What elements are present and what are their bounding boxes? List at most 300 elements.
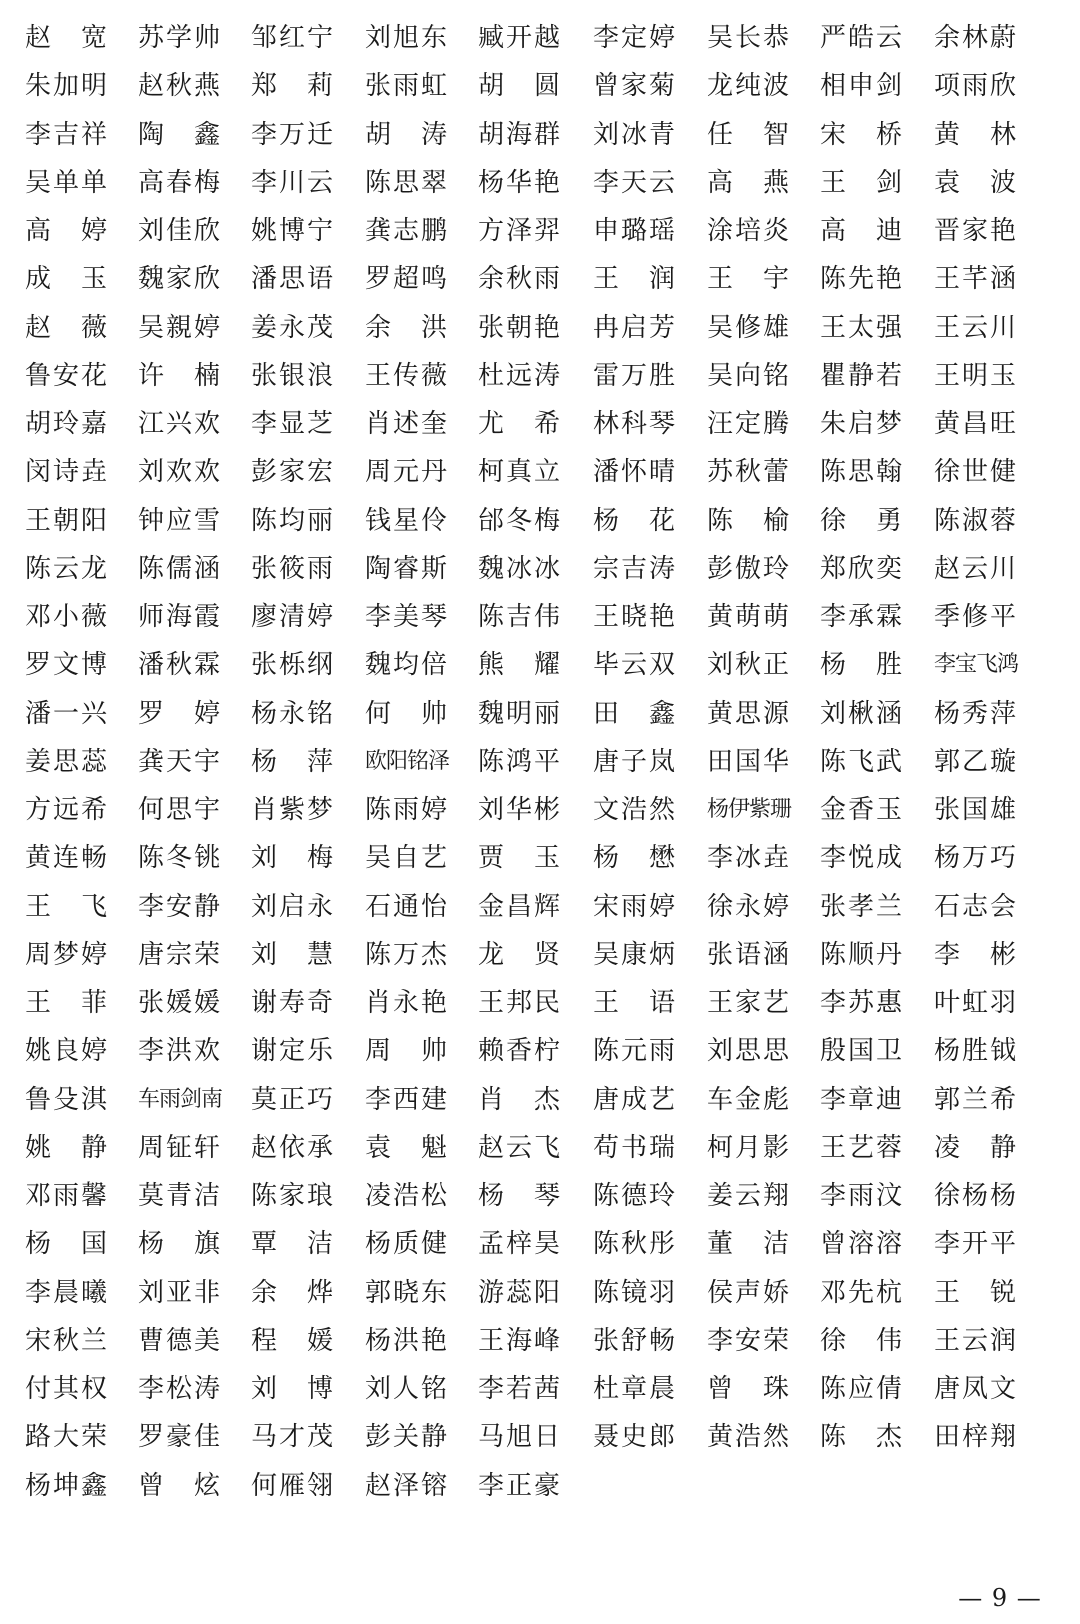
name-row: [0, 641, 1080, 689]
name-cell: 聂史郎: [593, 1422, 675, 1453]
name-cell: 李 彬: [934, 939, 1016, 970]
name-cell: 钟应雪: [138, 505, 220, 536]
name-cell: 陈家琅: [251, 1181, 333, 1211]
name-cell: 李安静: [138, 891, 220, 922]
name-cell: 车雨剑南: [138, 1086, 223, 1112]
name-cell: 龚志鹏: [365, 216, 447, 246]
name-cell: 赵依承: [251, 1132, 333, 1163]
name-row: [0, 1220, 1080, 1268]
name-cell: 江兴欢: [138, 409, 220, 439]
name-cell: 曾家菊: [593, 71, 675, 102]
name-cell: 李美琴: [365, 602, 447, 632]
name-row: [0, 1172, 1080, 1220]
name-cell: 莫正巧: [251, 1084, 333, 1115]
name-cell: 陈元雨: [593, 1036, 675, 1067]
name-cell: 欧阳铭泽: [365, 748, 450, 774]
name-cell: 王 剑: [820, 167, 902, 198]
name-cell: 杨伊紫珊: [707, 797, 792, 822]
name-row: [0, 352, 1080, 400]
name-cell: 廖清婷: [251, 602, 333, 632]
name-row: [0, 400, 1080, 448]
name-cell: 晋家艳: [934, 216, 1016, 246]
name-cell: 李承霖: [820, 602, 902, 632]
name-cell: 杨 旗: [138, 1229, 220, 1260]
name-cell: 王太强: [820, 312, 902, 343]
name-cell: 龙纯波: [707, 71, 789, 102]
name-row: [0, 1076, 1080, 1124]
name-cell: 刘欢欢: [138, 457, 220, 488]
name-cell: 叶虹羽: [934, 988, 1016, 1018]
name-cell: 覃 洁: [251, 1229, 333, 1260]
name-row: [0, 62, 1080, 110]
name-cell: 郭乙璇: [934, 746, 1016, 777]
name-cell: 杨永铭: [251, 698, 333, 729]
name-cell: 宋秋兰: [25, 1325, 107, 1356]
name-cell: 毕云双: [593, 650, 675, 681]
name-cell: 肖述奎: [365, 409, 447, 439]
name-cell: 邓先杭: [820, 1277, 902, 1308]
name-cell: 张孝兰: [820, 891, 902, 922]
name-cell: 李定婷: [593, 23, 675, 53]
name-cell: 彭关静: [365, 1422, 447, 1453]
name-cell: 李西建: [365, 1084, 447, 1115]
name-cell: 陈思翰: [820, 457, 902, 488]
name-cell: 苏秋蕾: [707, 457, 789, 488]
name-cell: 姚博宁: [251, 216, 333, 246]
name-cell: 姜永茂: [251, 312, 333, 343]
name-cell: 潘秋霖: [138, 650, 220, 681]
name-cell: 胡海群: [478, 119, 560, 150]
name-cell: 王 锐: [934, 1277, 1016, 1308]
name-cell: 陈思翠: [365, 167, 447, 198]
name-cell: 林科琴: [593, 409, 675, 439]
name-cell: 张舒畅: [593, 1325, 675, 1356]
name-cell: 周 帅: [365, 1036, 447, 1067]
name-cell: 杨秀萍: [934, 698, 1016, 729]
name-cell: 罗 婷: [138, 698, 220, 729]
name-cell: 宋 桥: [820, 119, 902, 150]
name-cell: 张银浪: [251, 360, 333, 391]
name-cell: 陈吉伟: [478, 602, 560, 632]
name-cell: 杨 懋: [593, 843, 675, 874]
name-cell: 苏学帅: [138, 23, 220, 53]
name-cell: 李天云: [593, 167, 675, 198]
name-cell: 陈均丽: [251, 505, 333, 536]
name-cell: 陈秋彤: [593, 1229, 675, 1260]
name-cell: 贾 玉: [478, 843, 560, 874]
name-cell: 李显芝: [251, 409, 333, 439]
name-cell: 张媛媛: [138, 988, 220, 1018]
name-cell: 李晨曦: [25, 1277, 107, 1308]
name-cell: 肖永艳: [365, 988, 447, 1018]
name-cell: 田 鑫: [593, 698, 675, 729]
name-cell: 董 洁: [707, 1229, 789, 1260]
name-cell: 鲁安花: [25, 360, 107, 391]
name-cell: 刘佳欣: [138, 216, 220, 246]
name-cell: 潘思语: [251, 264, 333, 295]
name-row: [0, 255, 1080, 303]
name-cell: 李川云: [251, 167, 333, 198]
name-cell: 王 语: [593, 988, 675, 1018]
name-cell: 赖香柠: [478, 1036, 560, 1067]
name-cell: 郑 莉: [251, 71, 333, 102]
name-row: [0, 1462, 1080, 1510]
name-cell: 苟书瑞: [593, 1132, 675, 1163]
name-cell: 何雁翎: [251, 1470, 333, 1501]
name-cell: 高春梅: [138, 167, 220, 198]
name-row: [0, 1365, 1080, 1413]
name-cell: 赵秋燕: [138, 71, 220, 102]
name-cell: 赵泽镕: [365, 1470, 447, 1501]
name-cell: 黄连畅: [25, 843, 107, 874]
name-row: [0, 159, 1080, 207]
name-cell: 宋雨婷: [593, 891, 675, 922]
name-cell: 侯声娇: [707, 1277, 789, 1308]
name-cell: 龙 贤: [478, 939, 560, 970]
name-cell: 陈 杰: [820, 1422, 902, 1453]
name-cell: 严皓云: [820, 23, 902, 53]
name-cell: 王海峰: [478, 1325, 560, 1356]
name-cell: 陈鸿平: [478, 746, 560, 777]
name-cell: 彭家宏: [251, 457, 333, 488]
name-cell: 游蕊阳: [478, 1277, 560, 1308]
name-cell: 李吉祥: [25, 119, 107, 150]
name-cell: 余林蔚: [934, 23, 1016, 53]
name-cell: 王 宇: [707, 264, 789, 295]
name-cell: 朱启梦: [820, 409, 902, 439]
name-cell: 陈应倩: [820, 1374, 902, 1404]
name-cell: 吴自艺: [365, 843, 447, 874]
name-cell: 曾溶溶: [820, 1229, 902, 1260]
name-cell: 潘怀晴: [593, 457, 675, 488]
name-cell: 李安荣: [707, 1325, 789, 1356]
name-cell: 陈雨婷: [365, 795, 447, 825]
name-cell: 宗吉涛: [593, 553, 675, 584]
name-cell: 邰冬梅: [478, 505, 560, 536]
name-cell: 杨 花: [593, 505, 675, 536]
name-cell: 陶睿斯: [365, 553, 447, 584]
name-row: [0, 1269, 1080, 1317]
name-cell: 文浩然: [593, 795, 675, 825]
name-cell: 金香玉: [820, 795, 902, 825]
name-cell: 杨 胜: [820, 650, 902, 681]
name-cell: 徐世健: [934, 457, 1016, 488]
name-cell: 雷万胜: [593, 360, 675, 391]
name-cell: 曾 炫: [138, 1470, 220, 1501]
name-cell: 王明玉: [934, 360, 1016, 391]
name-cell: 谢寿奇: [251, 988, 333, 1018]
name-cell: 魏均倍: [365, 650, 447, 681]
name-cell: 车金彪: [707, 1084, 789, 1115]
name-row: [0, 497, 1080, 545]
name-cell: 杨华艳: [478, 167, 560, 198]
name-cell: 杜远涛: [478, 360, 560, 391]
name-cell: 王芊涵: [934, 264, 1016, 295]
name-cell: 赵云川: [934, 553, 1016, 584]
name-cell: 李正豪: [478, 1470, 560, 1501]
name-cell: 季修平: [934, 602, 1016, 632]
name-cell: 吴修雄: [707, 312, 789, 343]
name-cell: 唐成艺: [593, 1084, 675, 1115]
name-cell: 朱加明: [25, 71, 107, 102]
name-row: [0, 1317, 1080, 1365]
name-cell: 黄思源: [707, 698, 789, 729]
name-cell: 肖 杰: [478, 1084, 560, 1115]
name-cell: 许 楠: [138, 360, 220, 391]
name-cell: 潘一兴: [25, 698, 107, 729]
name-cell: 郭兰希: [934, 1084, 1016, 1115]
name-row: [0, 593, 1080, 641]
name-cell: 王 菲: [25, 988, 107, 1018]
name-cell: 陈顺丹: [820, 939, 902, 970]
name-cell: 王 润: [593, 264, 675, 295]
name-cell: 吴康炳: [593, 939, 675, 970]
name-row: [0, 304, 1080, 352]
name-cell: 李章迪: [820, 1084, 902, 1115]
name-cell: 陈冬铫: [138, 843, 220, 874]
name-cell: 陈万杰: [365, 939, 447, 970]
name-cell: 付其权: [25, 1374, 107, 1404]
name-cell: 马旭日: [478, 1422, 560, 1453]
name-cell: 余秋雨: [478, 264, 560, 295]
name-cell: 魏明丽: [478, 698, 560, 729]
name-cell: 柯月影: [707, 1132, 789, 1163]
name-cell: 李洪欢: [138, 1036, 220, 1067]
name-cell: 刘人铭: [365, 1374, 447, 1404]
name-cell: 陈儒涵: [138, 553, 220, 584]
name-cell: 谢定乐: [251, 1036, 333, 1067]
name-cell: 杨质健: [365, 1229, 447, 1260]
name-cell: 方远希: [25, 795, 107, 825]
name-row: [0, 931, 1080, 979]
name-row: [0, 1413, 1080, 1461]
name-cell: 胡 圆: [478, 71, 560, 102]
name-row: [0, 834, 1080, 882]
name-cell: 赵 宽: [25, 23, 107, 53]
name-cell: 姜云翔: [707, 1181, 789, 1211]
name-cell: 李若茜: [478, 1374, 560, 1404]
name-cell: 刘楸涵: [820, 698, 902, 729]
name-cell: 徐永婷: [707, 891, 789, 922]
name-cell: 臧开越: [478, 23, 560, 53]
name-cell: 王传薇: [365, 360, 447, 391]
name-cell: 陈镜羽: [593, 1277, 675, 1308]
name-cell: 余 洪: [365, 312, 447, 343]
name-cell: 刘秋正: [707, 650, 789, 681]
name-cell: 王家艺: [707, 988, 789, 1018]
name-cell: 黄浩然: [707, 1422, 789, 1453]
name-cell: 尤 希: [478, 409, 560, 439]
name-cell: 魏冰冰: [478, 553, 560, 584]
name-cell: 刘 博: [251, 1374, 333, 1404]
name-cell: 柯真立: [478, 457, 560, 488]
name-cell: 刘旭东: [365, 23, 447, 53]
name-cell: 黄 林: [934, 119, 1016, 150]
name-cell: 刘亚非: [138, 1277, 220, 1308]
name-row: [0, 1124, 1080, 1172]
name-cell: 胡 涛: [365, 119, 447, 150]
name-cell: 陶 鑫: [138, 119, 220, 150]
name-cell: 李苏惠: [820, 988, 902, 1018]
name-cell: 赵 薇: [25, 312, 107, 343]
name-cell: 吴单单: [25, 167, 107, 198]
name-cell: 张语涵: [707, 939, 789, 970]
name-row: [0, 111, 1080, 159]
name-cell: 罗文博: [25, 650, 107, 681]
name-cell: 余 烨: [251, 1277, 333, 1308]
name-cell: 曾 珠: [707, 1374, 789, 1404]
name-cell: 钱星伶: [365, 505, 447, 536]
name-cell: 金昌辉: [478, 891, 560, 922]
name-cell: 周元丹: [365, 457, 447, 488]
name-cell: 罗超鸣: [365, 264, 447, 295]
name-cell: 刘 慧: [251, 939, 333, 970]
name-cell: 赵云飞: [478, 1132, 560, 1163]
name-cell: 陈云龙: [25, 553, 107, 584]
name-cell: 冉启芳: [593, 312, 675, 343]
name-cell: 王 飞: [25, 891, 107, 922]
name-cell: 何思宇: [138, 795, 220, 825]
name-cell: 瞿静若: [820, 360, 902, 391]
name-cell: 刘冰青: [593, 119, 675, 150]
name-cell: 陈先艳: [820, 264, 902, 295]
name-cell: 周梦婷: [25, 939, 107, 970]
name-cell: 张国雄: [934, 795, 1016, 825]
name-row: [0, 207, 1080, 255]
name-row: [0, 690, 1080, 738]
name-cell: 凌浩松: [365, 1181, 447, 1211]
name-cell: 李悦成: [820, 843, 902, 874]
name-cell: 项雨欣: [934, 71, 1016, 102]
name-cell: 吴长恭: [707, 23, 789, 53]
name-cell: 吴親婷: [138, 312, 220, 343]
name-cell: 刘启永: [251, 891, 333, 922]
name-cell: 马才茂: [251, 1422, 333, 1453]
name-cell: 姜思蕊: [25, 746, 107, 777]
name-cell: 王晓艳: [593, 602, 675, 632]
name-cell: 高 迪: [820, 216, 902, 246]
name-cell: 鲁殳淇: [25, 1084, 107, 1115]
name-cell: 相申剑: [820, 71, 902, 102]
name-cell: 袁 魁: [365, 1132, 447, 1163]
name-cell: 杨胜钺: [934, 1036, 1016, 1067]
name-cell: 姚良婷: [25, 1036, 107, 1067]
name-cell: 肖紫梦: [251, 795, 333, 825]
name-cell: 孟梓昊: [478, 1229, 560, 1260]
name-cell: 陈 榆: [707, 505, 789, 536]
name-cell: 凌 静: [934, 1132, 1016, 1163]
name-cell: 王云川: [934, 312, 1016, 343]
name-row: [0, 14, 1080, 62]
name-cell: 汪定腾: [707, 409, 789, 439]
name-cell: 方泽羿: [478, 216, 560, 246]
name-cell: 李开平: [934, 1229, 1016, 1260]
name-cell: 胡玲嘉: [25, 409, 107, 439]
name-cell: 申璐瑶: [593, 216, 675, 246]
name-cell: 唐凤文: [934, 1374, 1016, 1404]
name-cell: 莫青洁: [138, 1181, 220, 1211]
name-cell: 邓小薇: [25, 602, 107, 632]
name-cell: 石志会: [934, 891, 1016, 922]
name-cell: 张雨虹: [365, 71, 447, 102]
name-cell: 徐杨杨: [934, 1181, 1016, 1211]
name-cell: 李雨汶: [820, 1181, 902, 1211]
name-cell: 吴向铭: [707, 360, 789, 391]
name-cell: 李冰垚: [707, 843, 789, 874]
name-cell: 高 婷: [25, 216, 107, 246]
name-cell: 彭傲玲: [707, 553, 789, 584]
name-cell: 李松涛: [138, 1374, 220, 1404]
name-row: [0, 738, 1080, 786]
name-cell: 张筱雨: [251, 553, 333, 584]
name-cell: 闵诗垚: [25, 457, 107, 488]
name-cell: 杨洪艳: [365, 1325, 447, 1356]
name-row: [0, 883, 1080, 931]
name-cell: 徐 伟: [820, 1325, 902, 1356]
name-cell: 刘 梅: [251, 843, 333, 874]
name-cell: 杨坤鑫: [25, 1470, 107, 1501]
name-cell: 杨 萍: [251, 746, 333, 777]
name-cell: 周钲轩: [138, 1132, 220, 1163]
name-row: [0, 786, 1080, 834]
name-cell: 杜章晨: [593, 1374, 675, 1404]
name-cell: 何 帅: [365, 698, 447, 729]
name-cell: 魏家欣: [138, 264, 220, 295]
name-cell: 田国华: [707, 746, 789, 777]
name-cell: 罗豪佳: [138, 1422, 220, 1453]
name-cell: 高 燕: [707, 167, 789, 198]
name-cell: 邹红宁: [251, 23, 333, 53]
name-cell: 陈飞武: [820, 746, 902, 777]
name-cell: 李宝飞鸿: [934, 652, 1019, 678]
name-cell: 黄萌萌: [707, 602, 789, 632]
name-cell: 张栎纲: [251, 650, 333, 681]
name-cell: 王艺蓉: [820, 1132, 902, 1163]
name-cell: 石通怡: [365, 891, 447, 922]
name-cell: 杨万巧: [934, 843, 1016, 874]
name-cell: 杨 琴: [478, 1181, 560, 1211]
name-cell: 王朝阳: [25, 505, 107, 536]
name-cell: 姚 静: [25, 1132, 107, 1163]
name-cell: 涂培炎: [707, 216, 789, 246]
name-cell: 唐宗荣: [138, 939, 220, 970]
name-cell: 唐子岚: [593, 746, 675, 777]
name-cell: 张朝艳: [478, 312, 560, 343]
name-cell: 陈德玲: [593, 1181, 675, 1211]
name-cell: 曹德美: [138, 1325, 220, 1356]
name-cell: 王邦民: [478, 988, 560, 1018]
name-cell: 李万迁: [251, 119, 333, 150]
name-cell: 王云润: [934, 1325, 1016, 1356]
name-cell: 熊 耀: [478, 650, 560, 681]
name-row: [0, 1027, 1080, 1075]
name-row: [0, 545, 1080, 593]
name-cell: 任 智: [707, 119, 789, 150]
name-cell: 袁 波: [934, 167, 1016, 198]
name-cell: 路大荣: [25, 1422, 107, 1453]
name-cell: 郭晓东: [365, 1277, 447, 1308]
name-cell: 刘华彬: [478, 795, 560, 825]
name-row: [0, 979, 1080, 1027]
name-cell: 郑欣奕: [820, 553, 902, 584]
name-cell: 龚天宇: [138, 746, 220, 777]
name-cell: 刘思思: [707, 1036, 789, 1067]
name-cell: 成 玉: [25, 264, 107, 295]
name-cell: 田梓翔: [934, 1422, 1016, 1453]
name-cell: 邓雨馨: [25, 1181, 107, 1211]
name-cell: 殷国卫: [820, 1036, 902, 1067]
name-row: [0, 448, 1080, 496]
